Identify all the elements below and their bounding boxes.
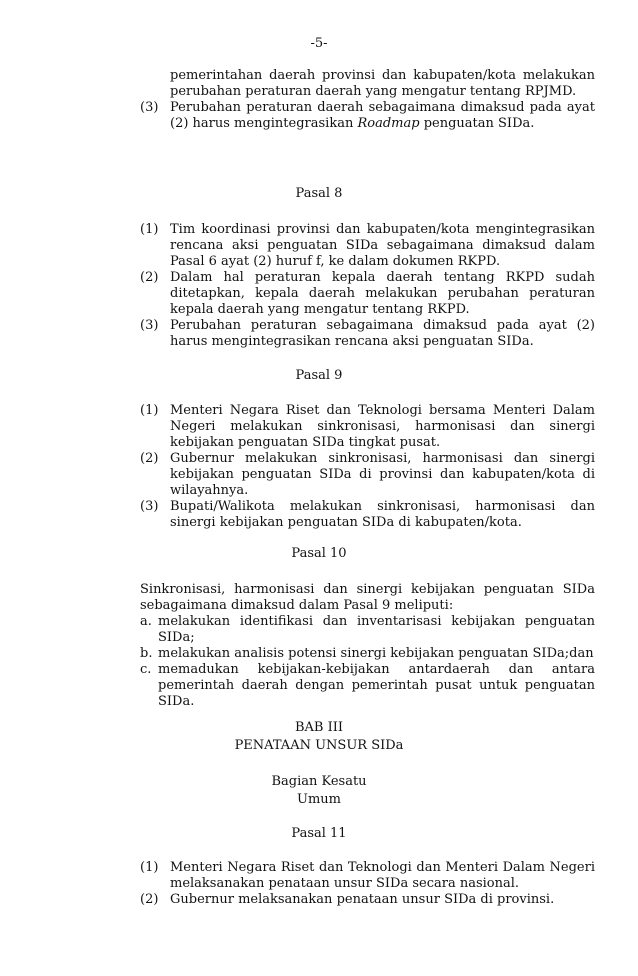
list-item bbox=[140, 646, 595, 662]
item-letter: a. bbox=[140, 614, 152, 629]
list-item bbox=[140, 318, 595, 350]
item-text-post: penguatan SIDa. bbox=[419, 116, 535, 131]
pasal-8-items bbox=[140, 222, 595, 350]
pasal-9-items bbox=[140, 403, 595, 531]
chapter-subtitle: PENATAAN UNSUR SIDa bbox=[234, 738, 404, 753]
item-text-emphasis: Roadmap bbox=[357, 116, 420, 131]
list-item bbox=[140, 614, 595, 646]
top-section bbox=[140, 68, 595, 132]
list-item bbox=[140, 662, 595, 710]
part-title: Bagian Kesatu bbox=[271, 774, 367, 789]
item-number: (1) bbox=[140, 860, 159, 875]
item-text: Tim koordinasi provinsi dan kabupaten/kota mengintegrasikan rencana aksi penguatan SIDa sebagaimana dimaksud dalam Pasal 6 ayat (2) huruf f, ke dalam dokumen RKPD. bbox=[170, 222, 595, 269]
item-text: Dalam hal peraturan kepala daerah tentang RKPD sudah ditetapkan, kepala daerah melakukan perubahan peraturan kepala daerah yang mengatur tentang RKPD. bbox=[170, 270, 595, 317]
list-item bbox=[140, 403, 595, 451]
item-letter: b. bbox=[140, 646, 153, 661]
pasal-10-intro: Sinkronisasi, harmonisasi dan sinergi kebijakan penguatan SIDa sebagaimana dimaksud dalam Pasal 9 meliputi: bbox=[140, 582, 595, 613]
pasal-11-title: Pasal 11 bbox=[291, 826, 347, 841]
item-number: (2) bbox=[140, 270, 159, 285]
item-text: Perubahan peraturan sebagaimana dimaksud pada ayat (2) harus mengintegrasikan rencana aksi penguatan SIDa. bbox=[170, 318, 595, 349]
item-text: Gubernur melaksanakan penataan unsur SIDa di provinsi. bbox=[170, 892, 555, 907]
item-number: (2) bbox=[140, 892, 159, 907]
item-number: (3) bbox=[140, 499, 159, 514]
list-item bbox=[140, 860, 595, 892]
list-item bbox=[140, 451, 595, 499]
pasal-10-title: Pasal 10 bbox=[291, 546, 347, 561]
item-text: melakukan analisis potensi sinergi kebijakan penguatan SIDa;dan bbox=[158, 646, 594, 661]
item-text: Bupati/Walikota melakukan sinkronisasi, harmonisasi dan sinergi kebijakan penguatan SIDa di kabupaten/kota. bbox=[170, 499, 595, 530]
item-text: Menteri Negara Riset dan Teknologi dan Menteri Dalam Negeri melaksanakan penataan unsur SIDa secara nasional. bbox=[170, 860, 595, 891]
chapter-title: BAB III bbox=[294, 720, 344, 735]
pasal-9-title: Pasal 9 bbox=[295, 368, 343, 383]
item-text-pre: Perubahan peraturan daerah sebagaimana dimaksud pada ayat (2) harus mengintegrasikan bbox=[170, 100, 595, 131]
item-text: melakukan identifikasi dan inventarisasi kebijakan penguatan SIDa; bbox=[158, 614, 595, 645]
item-number: (1) bbox=[140, 403, 159, 418]
list-item bbox=[140, 100, 595, 132]
list-item bbox=[140, 222, 595, 270]
part-name: Umum bbox=[297, 792, 341, 807]
item-number: (1) bbox=[140, 222, 159, 237]
page-number: -5- bbox=[310, 36, 328, 51]
item-text: memadukan kebijakan-kebijakan antardaerah dan antara pemerintah daerah dengan pemerintah pusat untuk penguatan SIDa. bbox=[158, 662, 595, 709]
continuation-paragraph: pemerintahan daerah provinsi dan kabupaten/kota melakukan perubahan peraturan daerah yang mengatur tentang RPJMD. bbox=[170, 68, 595, 99]
item-letter: c. bbox=[140, 662, 152, 677]
list-item bbox=[140, 499, 595, 531]
pasal-10-body bbox=[140, 582, 595, 710]
item-number: (3) bbox=[140, 100, 159, 115]
item-text: Menteri Negara Riset dan Teknologi bersama Menteri Dalam Negeri melakukan sinkronisasi, harmonisasi dan sinergi kebijakan penguatan SIDa tingkat pusat. bbox=[170, 403, 595, 450]
item-number: (2) bbox=[140, 451, 159, 466]
item-text: Gubernur melakukan sinkronisasi, harmonisasi dan sinergi kebijakan penguatan SIDa di provinsi dan kabupaten/kota di wilayahnya. bbox=[170, 451, 595, 498]
pasal-11-items bbox=[140, 860, 595, 908]
pasal-8-title: Pasal 8 bbox=[295, 186, 343, 201]
list-item bbox=[140, 270, 595, 318]
list-item bbox=[140, 892, 595, 908]
item-number: (3) bbox=[140, 318, 159, 333]
